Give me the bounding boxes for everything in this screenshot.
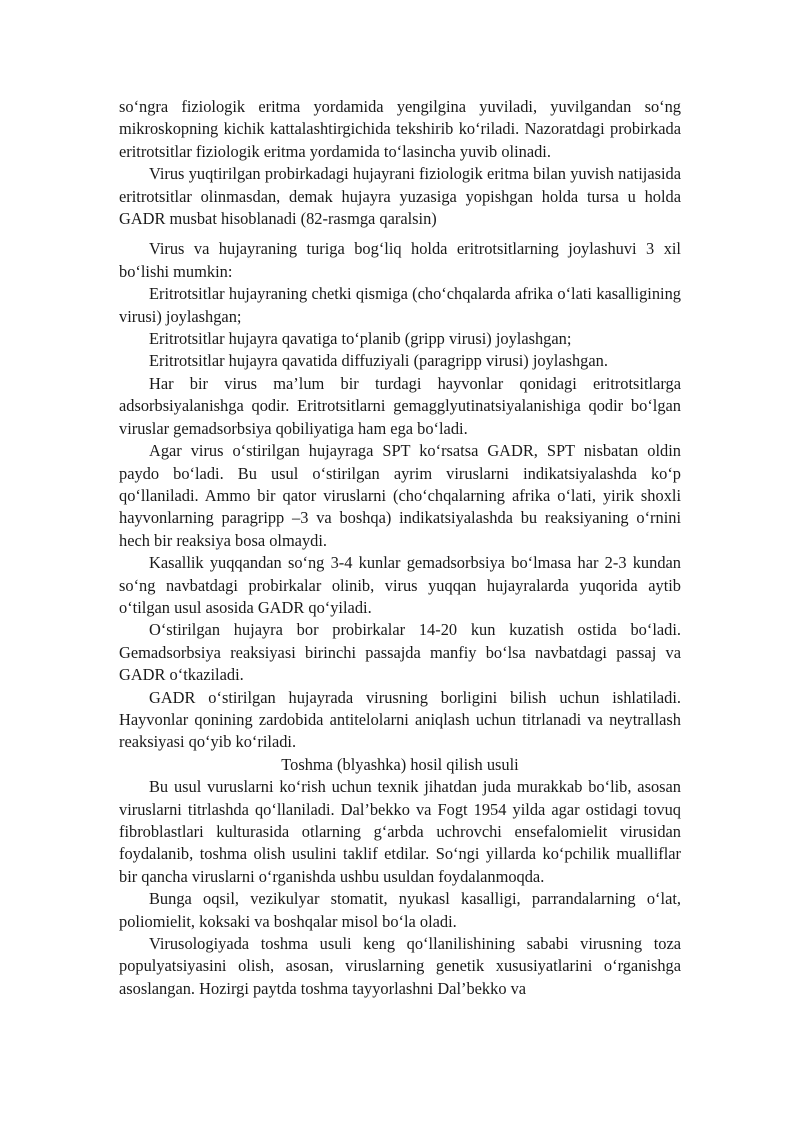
paragraph: Virus va hujayraning turiga bog‘liq holda eritrotsitlarning joylashuvi 3 xil bo‘lishi mumkin: [119, 239, 681, 281]
section-heading: Toshma (blyashka) hosil qilish usuli [281, 754, 519, 774]
paragraph: so‘ngra fiziologik eritma yordamida yengilgina yuviladi, yuvilgandan so‘ng mikroskopning kichik kattalashtirgichida tekshirib ko‘riladi. Nazoratdagi probirkada eritrotsitlar fiziologik eritma yordamida to‘lasincha yuvib olinadi. [119, 97, 681, 161]
paragraph: O‘stirilgan hujayra bor probirkalar 14-20 kun kuzatish ostida bo‘ladi. Gemadsorbsiya reaksiyasi birinchi passajda manfiy bo‘lsa navbatdagi passaj va GADR o‘tkaziladi. [119, 620, 681, 685]
paragraph: Kasallik yuqqandan so‘ng 3-4 kunlar gemadsorbsiya bo‘lmasa har 2-3 kundan so‘ng navbatdagi probirkalar olinib, virus yuqqan hujayralarda yuqorida aytib o‘tilgan usul asosida GADR qo‘yiladi. [119, 553, 681, 617]
paragraph: Virusologiyada toshma usuli keng qo‘llanilishining sababi virusning toza populyatsiyasini olish, asosan, viruslarning genetik xususiyatlarini o‘rganishga asoslangan. Hozirgi paytda toshma tayyorlashni Dal’bekko va [119, 934, 681, 998]
paragraph: Har bir virus ma’lum bir turdagi hayvonlar qonidagi eritrotsitlarga adsorbsiyalanishga qodir. Eritrotsitlarni gemagglyutinatsiyalanishiga qodir bo‘lgan viruslar gemadsorbsiya qobiliyatiga ham ega bo‘ladi. [119, 373, 681, 438]
document-page [119, 96, 681, 1000]
list-item: Eritrotsitlar hujayraning chetki qismiga (cho‘chqalarda afrika o‘lati kasalligining virusi) joylashgan; [119, 284, 681, 326]
paragraph: Agar virus o‘stirilgan hujayraga SPT ko‘rsatsa GADR, SPT nisbatan oldin paydo bo‘ladi. Bu usul o‘stirilgan ayrim viruslarni indikatsiyalashda ko‘p qo‘llaniladi. Ammo bir qator viruslarni (cho‘chqalarning afrika o‘lati, yirik shoxli hayvonlarning paragripp –3 va boshqa) indikatsiyalashda bu reaksiyaning o‘rnini hech bir reaksiya bosa olmaydi. [119, 441, 681, 550]
paragraph: GADR o‘stirilgan hujayrada virusning borligini bilish uchun ishlatiladi. Hayvonlar qonining zardobida antitelolarni aniqlash uchun titrlanadi va neytrallash reaksiyasi qo‘yib ko‘riladi. [119, 687, 681, 752]
list-item: Eritrotsitlar hujayra qavatiga to‘planib (gripp virusi) joylashgan; [149, 329, 572, 349]
list-item: Eritrotsitlar hujayra qavatida diffuziyali (paragripp virusi) joylashgan. [149, 351, 608, 371]
paragraph: Virus yuqtirilgan probirkadagi hujayrani fiziologik eritma bilan yuvish natijasida eritrotsitlar olinmasdan, demak hujayra yuzasiga yopishgan holda tursa u holda GADR musbat hisoblanadi (82-rasmga qaralsin) [119, 164, 681, 229]
paragraph: Bu usul vuruslarni ko‘rish uchun texnik jihatdan juda murakkab bo‘lib, asosan viruslarni titrlashda qo‘llaniladi. Dal’bekko va Fogt 1954 yilda agar ostidagi tovuq fibroblastlari kulturasida otlarning g‘arbda uchrovchi ensefalomielit virusidan foydalanib, toshma olish usulini taklif etdilar. So‘ngi yillarda ko‘pchilik mualliflar bir qancha viruslarni o‘rganishda ushbu usuldan foydalanmoqda. [119, 777, 681, 886]
paragraph: Bunga oqsil, vezikulyar stomatit, nyukasl kasalligi, parrandalarning o‘lat, poliomielit, koksaki va boshqalar misol bo‘la oladi. [119, 889, 681, 931]
